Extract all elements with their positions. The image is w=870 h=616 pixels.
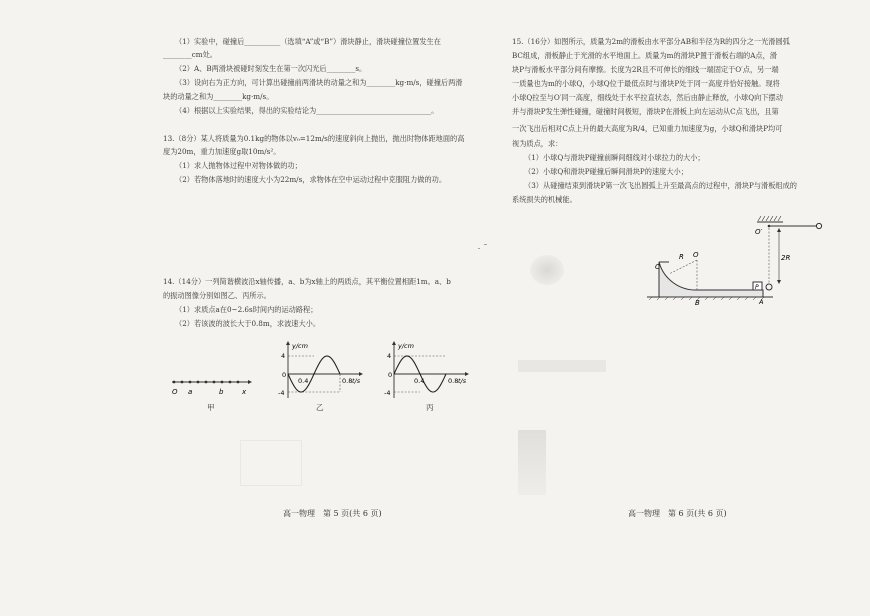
q15-diagram — [645, 212, 830, 307]
jia-label-x: x — [242, 388, 247, 396]
q12-part1-cont: ________cm处。 — [163, 50, 217, 59]
scan-smudge — [518, 360, 606, 372]
q12-part3-cont: 块的动量之和为________kg·m/s。 — [163, 92, 274, 101]
q15-line: 一次飞出后相对C点上升的最大高度为R/4，已知重力加速度为g，小球Q和滑块P均可 — [512, 124, 783, 133]
svg-text:0: 0 — [282, 371, 287, 379]
q13-line2: 度为20m，重力加速度g取10m/s²。 — [163, 147, 281, 156]
label-O: O — [693, 251, 699, 259]
q15-line: （2）小球Q和滑块P碰撞后瞬间滑块P的速度大小； — [524, 167, 688, 176]
q12-part4: （4）根据以上实验结果，得出的实验结论为________________________________。 — [175, 106, 439, 115]
figure-yi — [268, 340, 368, 402]
label-P: P — [755, 284, 759, 291]
yi-caption: 乙 — [316, 403, 324, 412]
q14-line1: 14.（14分）一列简谐横波沿x轴传播，a、b为x轴上的两质点，其平衡位置相距1m。a、b — [163, 277, 451, 286]
q12-part2: （2）A、B两滑块被碰时刻发生在第一次闪光后________s。 — [175, 64, 367, 73]
q15-line: 并与滑块P发生弹性碰撞，碰撞时间极短，滑块P在滑板上向左运动从C点飞出，且第 — [512, 107, 779, 116]
jia-label-a: a — [188, 388, 193, 396]
q14-line2: 的振动图像分别如图乙、丙所示。 — [163, 291, 271, 300]
q15-line: 块P与滑板水平部分间有摩擦。长度为2R且不可伸长的细线一端固定于O′点，另一端 — [512, 65, 779, 74]
q15-line: （3）从碰撞结束到滑块P第一次飞出圆弧上升至最高点的过程中，滑块P与滑板组成的 — [524, 181, 797, 190]
bing-t2-label: 0.8 — [448, 377, 459, 385]
yi-t-unit: t/s — [352, 377, 361, 385]
svg-text:0: 0 — [388, 371, 393, 379]
jia-label-b: b — [219, 388, 224, 396]
q14-part1: （1）求质点a在0~2.6s时间内的运动路程； — [175, 305, 318, 314]
yi-amp-label: 4 — [281, 352, 286, 360]
label-B: B — [695, 299, 700, 307]
bing-neg-amp-label: -4 — [384, 389, 391, 397]
bing-amp-label: 4 — [387, 352, 392, 360]
label-R: R — [679, 253, 684, 261]
bing-y-axis-label: y/cm — [398, 342, 414, 350]
q15-line: 视为质点，求： — [512, 139, 563, 148]
q15-line: BC组成，滑板静止于光滑的水平地面上。质量为m的滑块P置于滑板右端的A点，滑 — [512, 51, 777, 60]
jia-caption: 甲 — [207, 403, 215, 412]
yi-y-axis-label: y/cm — [292, 342, 308, 350]
scan-smudge — [518, 430, 546, 495]
q15-line: 系统损失的机械能。 — [512, 195, 577, 204]
yi-t2-label: 0.8 — [342, 377, 353, 385]
label-2R: 2R — [781, 254, 791, 262]
q14-part2: （2）若该波的波长大于0.8m，求波速大小。 — [175, 319, 321, 328]
yi-neg-amp-label: -4 — [278, 389, 285, 397]
label-A: A — [759, 298, 764, 306]
q13-part1: （1）求人抛物体过程中对物体做的功； — [175, 161, 302, 170]
figure-bing — [374, 340, 474, 402]
bing-caption: 丙 — [426, 403, 434, 412]
q15-line: 小球Q拉至与O′同一高度，细线处于水平拉直状态，然后由静止释放，小球Q向下摆动 — [512, 93, 783, 102]
right-page-footer: 高一物理 第 6 页(共 6 页) — [628, 509, 727, 518]
scan-smudge — [240, 440, 302, 486]
bing-t1-label: 0.4 — [414, 377, 425, 385]
q13-part2: （2）若物体落地时的速度大小为22m/s，求物体在空中运动过程中克服阻力做的功。 — [175, 175, 447, 184]
yi-t1-label: 0.4 — [298, 377, 309, 385]
label-O-prime: O′ — [755, 228, 763, 236]
q15-line: 一质量也为m的小球Q，小球Q位于最低点时与滑块P处于同一高度并恰好接触。现将 — [512, 79, 780, 88]
q15-line: （1）小球Q与滑块P碰撞前瞬间细线对小球拉力的大小； — [524, 153, 705, 162]
label-C: C — [655, 263, 660, 271]
left-page-footer: 高一物理 第 5 页(共 6 页) — [283, 509, 382, 518]
bing-t-unit: t/s — [458, 377, 467, 385]
scan-smudge — [530, 255, 564, 285]
q12-part1: （1）实验中，碰撞后__________（选填“A”或“B”）滑块静止，滑块碰撞位置发生在 — [175, 37, 441, 46]
q15-line: 15.（16分）如图所示，质量为2m的滑板由水平部分AB和半径为R的四分之一光滑圆弧 — [512, 37, 790, 46]
q13-line1: 13.（8分）某人将质量为0.1kg的物体以v₀=12m/s的速度斜向上抛出，抛出时物体距地面的高 — [163, 134, 465, 143]
jia-label-O: O — [172, 388, 178, 396]
q12-part3: （3）设向右为正方向，可计算出碰撞前两滑块的动量之和为________kg·m/s，碰撞后两滑 — [175, 78, 463, 87]
